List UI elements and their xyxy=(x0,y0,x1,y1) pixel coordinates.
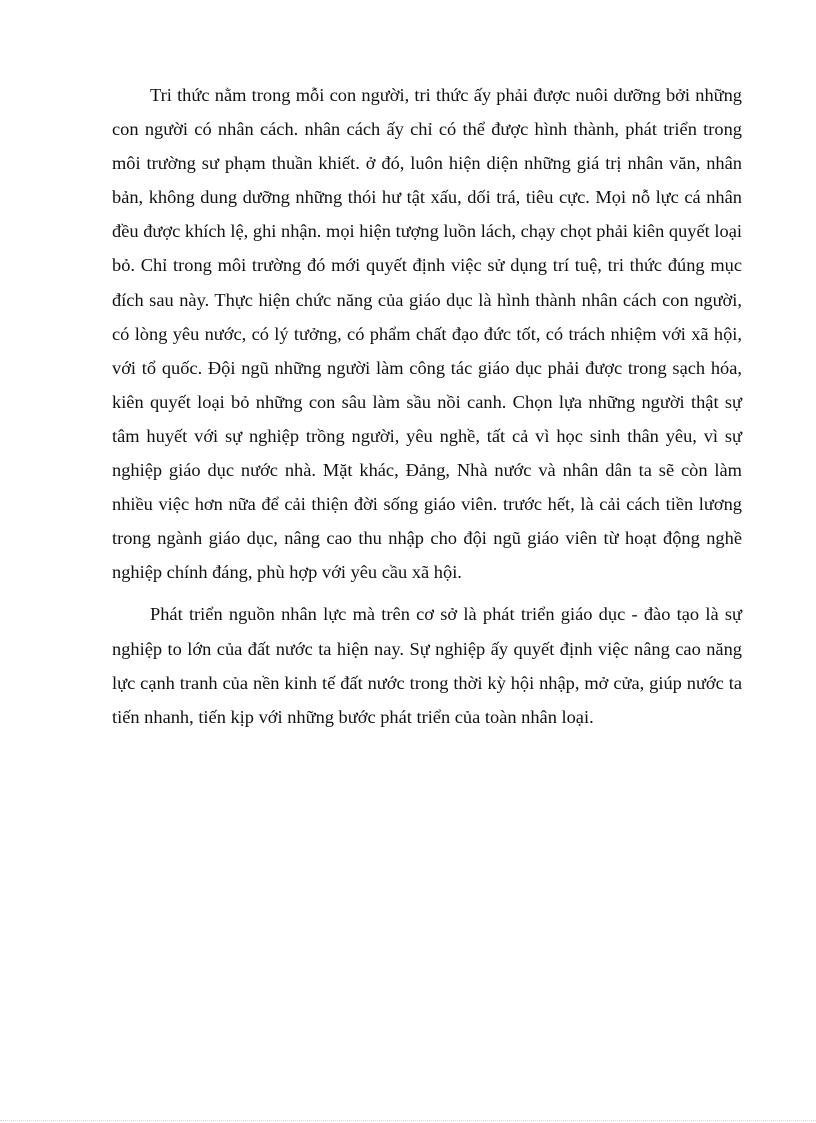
page-bottom-divider xyxy=(0,1120,816,1121)
paragraph-1: Tri thức nằm trong mỗi con người, tri thức ấy phải được nuôi dưỡng bởi những con người có nhân cách. nhân cách ấy chỉ có thể được hình thành, phát triển trong môi trường sư phạm thuần khiết. ở đó, luôn hiện diện những giá trị nhân văn, nhân bản, không dung dưỡng những thói hư tật xấu, dối trá, tiêu cực. Mọi nỗ lực cá nhân đều được khích lệ, ghi nhận. mọi hiện tượng luồn lách, chạy chọt phải kiên quyết loại bỏ. Chỉ trong môi trường đó mới quyết định việc sử dụng trí tuệ, tri thức đúng mục đích sau này. Thực hiện chức năng của giáo dục là hình thành nhân cách con người, có lòng yêu nước, có lý tưởng, có phẩm chất đạo đức tốt, có trách nhiệm với xã hội, với tổ quốc. Đội ngũ những người làm công tác giáo dục phải được trong sạch hóa, kiên quyết loại bỏ những con sâu làm sầu nồi canh. Chọn lựa những người thật sự tâm huyết với sự nghiệp trồng người, yêu nghề, tất cả vì học sinh thân yêu, vì sự nghiệp giáo dục nước nhà. Mặt khác, Đảng, Nhà nước và nhân dân ta sẽ còn làm nhiều việc hơn nữa để cải thiện đời sống giáo viên. trước hết, là cải cách tiền lương trong ngành giáo dục, nâng cao thu nhập cho đội ngũ giáo viên từ hoạt động nghề nghiệp chính đáng, phù hợp với yêu cầu xã hội. xyxy=(112,85,742,583)
document-body xyxy=(112,78,742,742)
paragraph-2: Phát triển nguồn nhân lực mà trên cơ sở là phát triển giáo dục - đào tạo là sự nghiệp to lớn của đất nước ta hiện nay. Sự nghiệp ấy quyết định việc nâng cao năng lực cạnh tranh của nền kinh tế đất nước trong thời kỳ hội nhập, mở cửa, giúp nước ta tiến nhanh, tiến kịp với những bước phát triển của toàn nhân loại. xyxy=(112,604,742,727)
